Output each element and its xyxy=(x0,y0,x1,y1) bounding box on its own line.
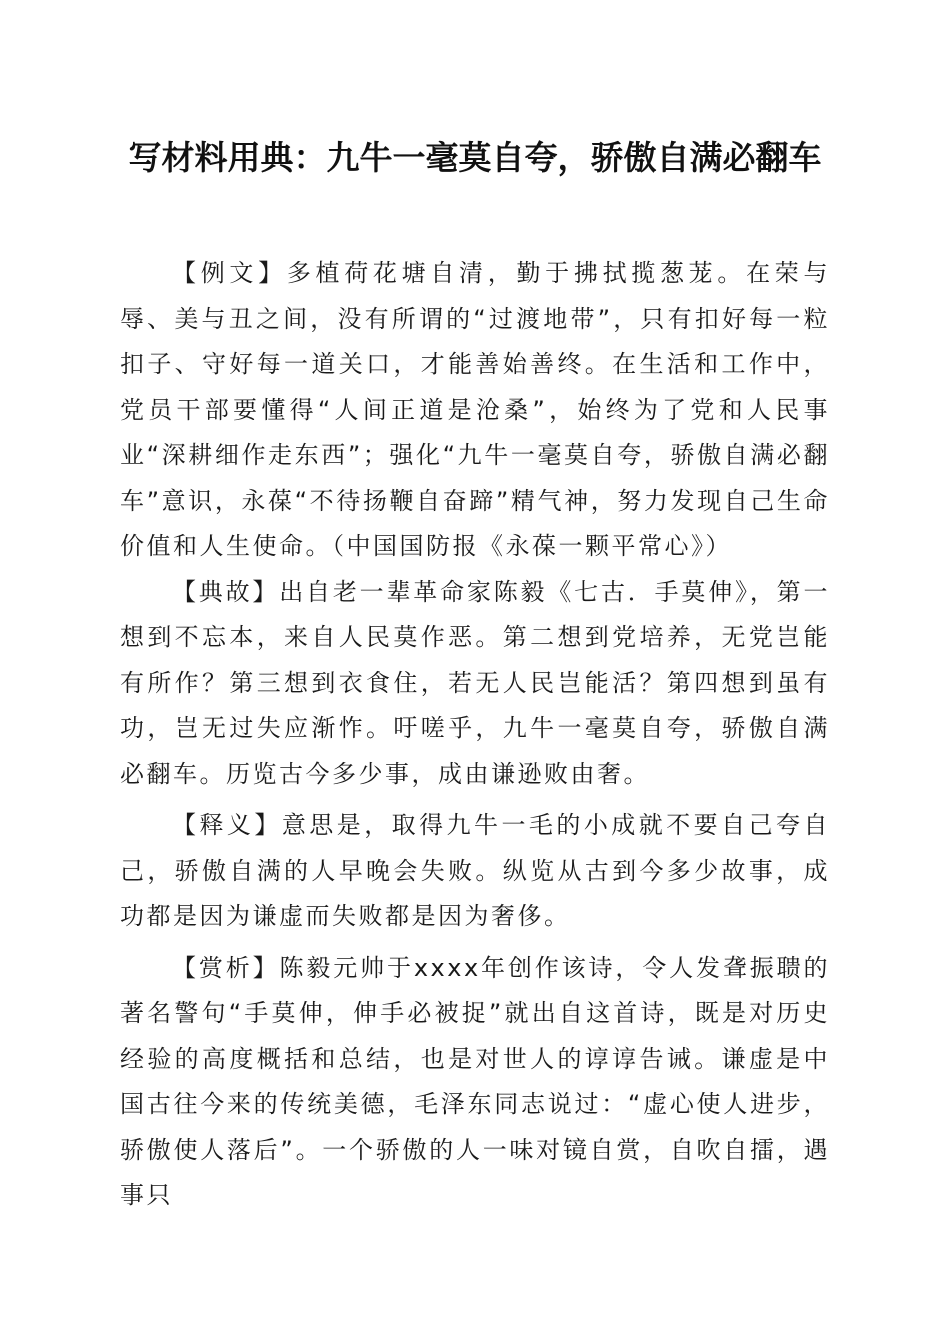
document-title: 写材料用典：九牛一毫莫自夸，骄傲自满必翻车 xyxy=(128,138,822,177)
paragraph-interpretation: 【释义】意思是，取得九牛一毛的小成就不要自己夸自己，骄傲自满的人早晚会失败。纵览从古到今多少故事，成功都是因为谦虚而失败都是因为奢侈。 xyxy=(120,811,830,930)
paragraph-example: 【例文】多植荷花塘自清，勤于拂拭揽葱茏。在荣与辱、美与丑之间，没有所谓的“过渡地带”，只有扣好每一粒扣子、守好每一道关口，才能善始善终。在生活和工作中，党员干部要懂得“人间正道是沧桑”，始终为了党和人民事业“深耕细作走东西”；强化“九牛一毫莫自夸，骄傲自满必翻车”意识，永葆“不待扬鞭自奋蹄”精气神，努力发现自己生命价值和人生使命。（中国国防报《永葆一颗平常心》） xyxy=(120,259,830,560)
paragraph-allusion: 【典故】出自老一辈革命家陈毅《七古．手莫伸》，第一想到不忘本，来自人民莫作恶。第二想到党培养，无党岂能有所作？第三想到衣食住，若无人民岂能活？第四想到虽有功，岂无过失应渐怍。吁嗟乎，九牛一毫莫自夸，骄傲自满必翻车。历览古今多少事，成由谦逊败由奢。 xyxy=(120,577,830,788)
document-body xyxy=(120,251,830,1219)
paragraph-appreciation: 【赏析】陈毅元帅于xxxx年创作该诗，令人发聋振聩的著名警句“手莫伸，伸手必被捉”就出自这首诗，既是对历史经验的高度概括和总结，也是对世人的谆谆告诫。谦虚是中国古往今来的传统美德，毛泽东同志说过：“虚心使人进步，骄傲使人落后”。一个骄傲的人一味对镜自赏，自吹自擂，遇事只 xyxy=(120,953,830,1209)
